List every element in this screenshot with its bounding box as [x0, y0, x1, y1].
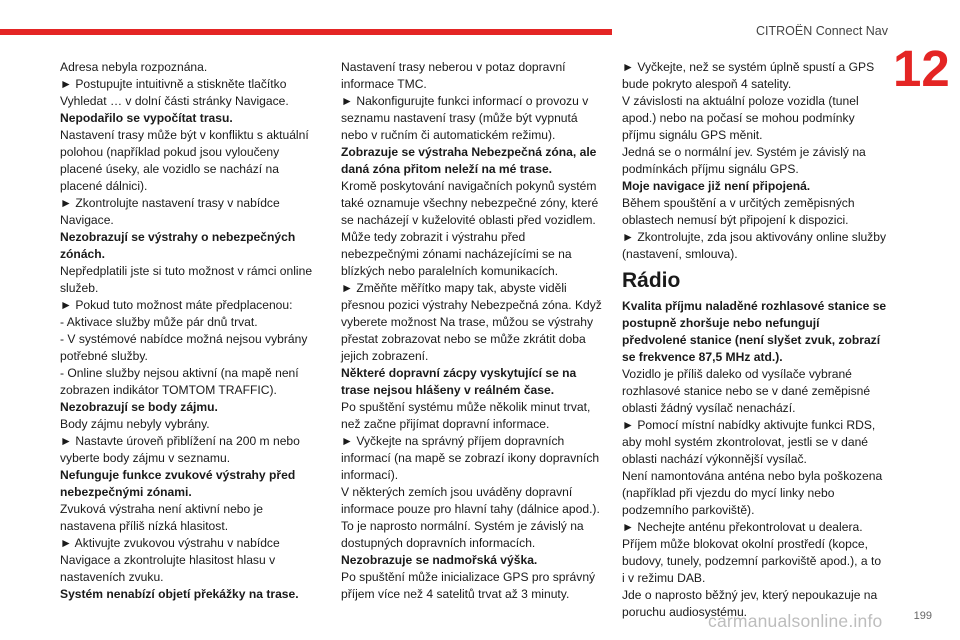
body-paragraph: Nastavení trasy může být v konfliktu s aktuální polohou (například pokud jsou vyloučeny placené úseky, ale vozidlo se nachází na placené dálnici).	[60, 128, 309, 193]
body-paragraph: ► Aktivujte zvukovou výstrahu v nabídce Navigace a zkontrolujte hlasitost hlasu v nastaveních zvuku.	[60, 536, 280, 584]
body-paragraph: Není namontována anténa nebo byla poškozena (například při vjezdu do mycí linky nebo podzemního parkoviště).	[622, 469, 883, 517]
body-paragraph: Jde o naprosto běžný jev, který nepoukazuje na poruchu audiosystému.	[622, 588, 878, 619]
body-paragraph: Nepředplatili jste si tuto možnost v rámci online služeb.	[60, 264, 313, 295]
body-paragraph: Zvuková výstraha není aktivní nebo je nastavena příliš nízká hlasitost.	[60, 502, 264, 533]
body-paragraph: Jedná se o normální jev. Systém je závislý na podmínkách příjmu signálu GPS.	[622, 145, 866, 176]
body-paragraph: ► Pomocí místní nabídky aktivujte funkci RDS, aby mohl systém zkontrolovat, jestli se v dané oblasti nachází výkonnější vysílač.	[622, 418, 876, 466]
problem-heading: Některé dopravní zácpy vyskytující se na trase nejsou hlášeny v reálném čase.	[341, 366, 577, 397]
page-header-title: CITROËN Connect Nav	[756, 24, 888, 38]
body-paragraph: - V systémové nabídce možná nejsou vybrány potřebné služby.	[60, 332, 308, 363]
body-paragraph: ► Vyčkejte, než se systém úplně spustí a GPS bude pokryto alespoň 4 satelity.	[622, 60, 875, 91]
problem-heading: Nezobrazují se body zájmu.	[60, 400, 218, 414]
body-paragraph: Během spouštění a v určitých zeměpisných oblastech nemusí být připojení k dispozici.	[622, 196, 855, 227]
problem-heading: Moje navigace již není připojená.	[622, 179, 811, 193]
body-paragraph: ► Zkontrolujte, zda jsou aktivovány online služby (nastavení, smlouva).	[622, 230, 887, 261]
body-paragraph: ► Vyčkejte na správný příjem dopravních informací (na mapě se zobrazí ikony dopravních informací).	[341, 434, 600, 482]
problem-heading: Nepodařilo se vypočítat trasu.	[60, 111, 233, 125]
chapter-number: 12	[893, 40, 950, 97]
body-paragraph: ► Nechejte anténu překontrolovat u dealera.	[622, 520, 863, 534]
body-paragraph: Po spuštění může inicializace GPS pro správný příjem více než 4 satelitů trvat až 3 minuty.	[341, 570, 596, 601]
problem-heading: Nezobrazují se výstrahy o nebezpečných zónách.	[60, 230, 296, 261]
body-paragraph: V závislosti na aktuální poloze vozidla (tunel apod.) nebo na počasí se mohou podmínky příjmu signálu GPS měnit.	[622, 94, 859, 142]
problem-heading: Kvalita příjmu naladěné rozhlasové stanice se postupně zhoršuje nebo nefungují předvolené stanice (není slyšet zvuk, zobrazí se frekvence 87,5 MHz atd.).	[622, 299, 887, 364]
body-paragraph: Po spuštění systému může několik minut trvat, než začne přijímat dopravní informace.	[341, 400, 591, 431]
problem-heading: Zobrazuje se výstraha Nebezpečná zóna, ale daná zóna přitom neleží na mé trase.	[341, 145, 597, 176]
body-paragraph: ► Zkontrolujte nastavení trasy v nabídce Navigace.	[60, 196, 280, 227]
page-number: 199	[913, 610, 932, 622]
body-paragraph: Nastavení trasy neberou v potaz dopravní informace TMC.	[341, 60, 566, 91]
body-paragraph: Příjem může blokovat okolní prostředí (kopce, budovy, tunely, podzemní parkoviště apod.), a to i v režimu DAB.	[622, 537, 882, 585]
body-paragraph: Adresa nebyla rozpoznána.	[60, 60, 208, 74]
section-heading: Rádio	[622, 269, 681, 292]
body-paragraph: Vozidlo je příliš daleko od vysílače vybrané rozhlasové stanice nebo se v dané zeměpisné oblasti žádný vysílač nenachází.	[622, 367, 871, 415]
body-paragraph: - Aktivace služby může pár dnů trvat.	[60, 315, 258, 329]
body-paragraph: Body zájmu nebyly vybrány.	[60, 417, 210, 431]
body-paragraph: ► Pokud tuto možnost máte předplacenou:	[60, 298, 293, 312]
body-paragraph: ► Změňte měřítko mapy tak, abyste viděli přesnou pozici výstrahy Nebezpečná zóna. Když vyberete možnost Na trase, můžou se výstrahy přestat zobrazovat nebo se může zkrátit doba jejich zobrazení.	[341, 281, 602, 363]
header-accent-bar	[0, 29, 612, 35]
problem-heading: Nezobrazuje se nadmořská výška.	[341, 553, 538, 567]
text-column-2	[341, 59, 603, 603]
body-paragraph: ► Nakonfigurujte funkci informací o provozu v seznamu nastavení trasy (může být vypnutá nebo v ručním či automatickém režimu).	[341, 94, 589, 142]
watermark: carmanualsonline.info	[708, 611, 883, 631]
text-column-3	[622, 59, 887, 621]
body-paragraph: Kromě poskytování navigačních pokynů systém také oznamuje všechny nebezpečné zóny, které se nacházejí v kuželovité oblasti před vozidlem. Může tedy zobrazit i výstrahu před nebezpečnými zónami nacházejícími se na blízkých nebo paralelních komunikacích.	[341, 179, 599, 278]
problem-heading: Nefunguje funkce zvukové výstrahy před nebezpečnými zónami.	[60, 468, 296, 499]
body-paragraph: - Online služby nejsou aktivní (na mapě není zobrazen indikátor TOMTOM TRAFFIC).	[60, 366, 299, 397]
body-paragraph: ► Postupujte intuitivně a stiskněte tlačítko Vyhledat … v dolní části stránky Navigace.	[60, 77, 289, 108]
body-paragraph: V některých zemích jsou uváděny dopravní informace pouze pro hlavní tahy (dálnice apod.). To je naprosto normální. Systém je závislý na dostupných dopravních informacích.	[341, 485, 600, 550]
text-column-1	[60, 59, 318, 603]
body-paragraph: ► Nastavte úroveň přiblížení na 200 m nebo vyberte body zájmu v seznamu.	[60, 434, 300, 465]
problem-heading: Systém nenabízí objetí překážky na trase.	[60, 587, 299, 601]
